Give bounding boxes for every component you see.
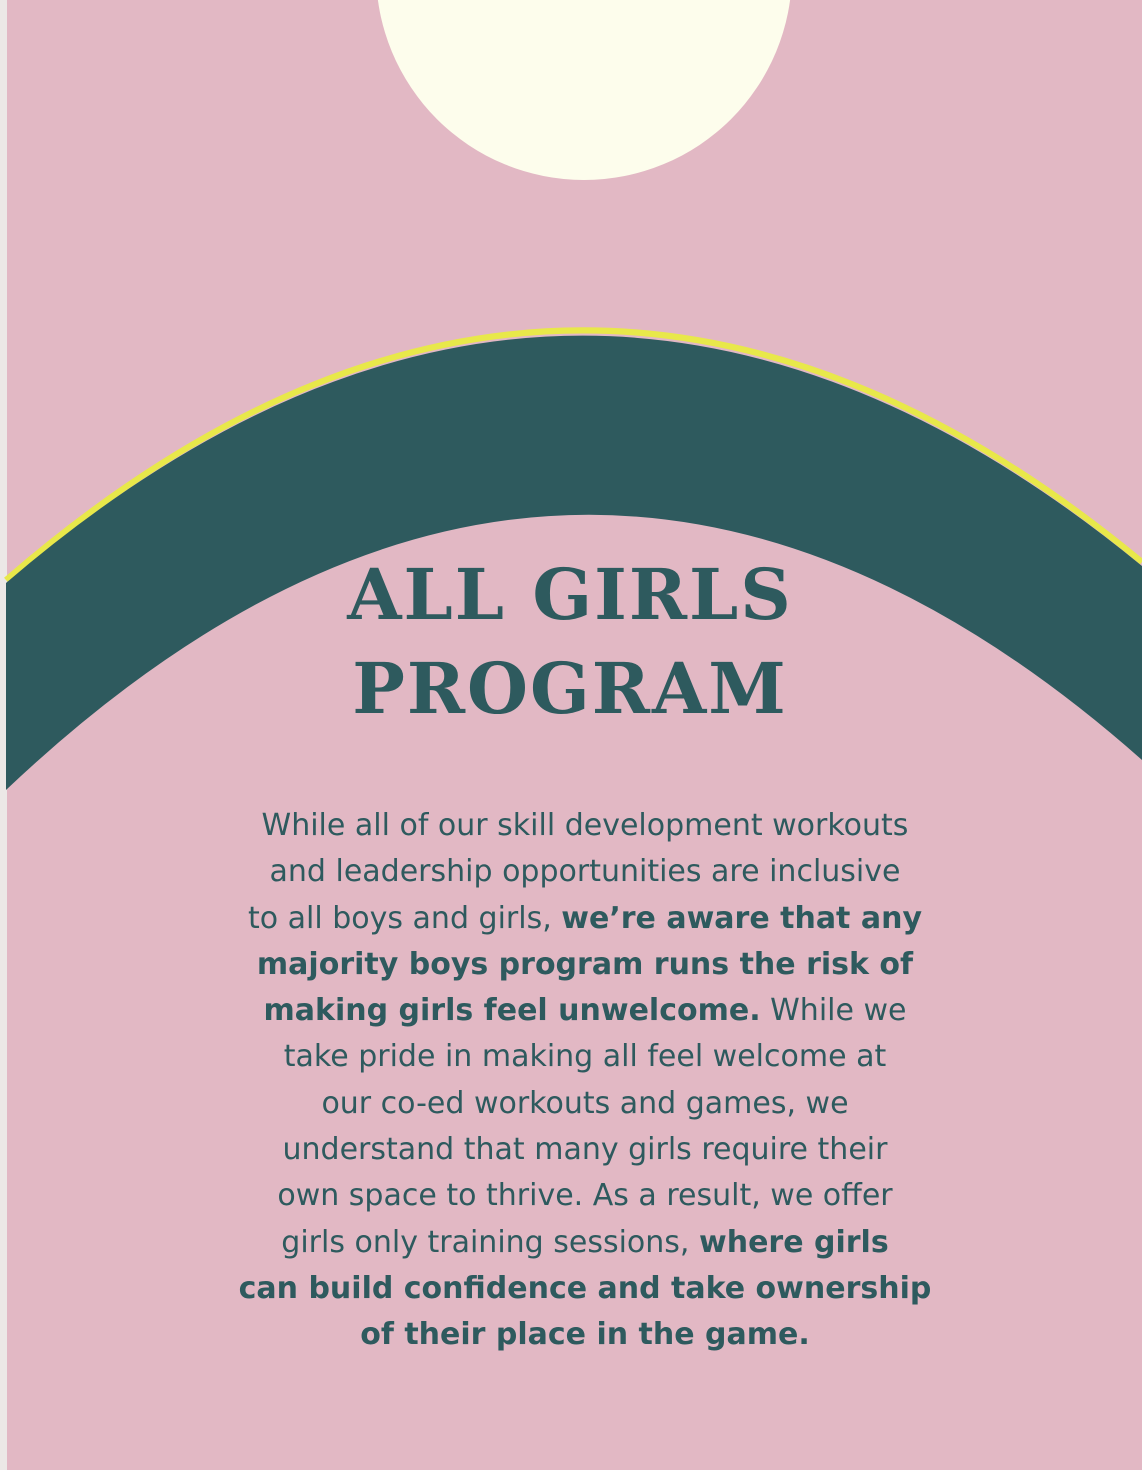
body-line-4	[205, 942, 965, 988]
body-line-11	[205, 1266, 965, 1312]
body-line-5	[205, 988, 965, 1034]
body-text-emphasis: majority boys program runs the risk of	[256, 946, 914, 982]
title-line-2: PROGRAM	[352, 647, 788, 730]
body-line-9: own space to thrive. As a result, we offer	[277, 1178, 893, 1214]
body-text-emphasis: making girls feel unwelcome.	[263, 993, 761, 1029]
body-paragraph	[205, 803, 965, 1359]
body-line-8: understand that many girls require their	[282, 1132, 888, 1168]
body-text-emphasis: where girls	[699, 1224, 889, 1260]
body-line-12	[205, 1312, 965, 1358]
body-line-7: our co-ed workouts and games, we	[321, 1085, 849, 1121]
page-title	[180, 548, 960, 736]
body-line-10	[205, 1220, 965, 1266]
title-line-1: ALL GIRLS	[347, 553, 793, 636]
body-text-emphasis: can build confidence and take ownership	[238, 1270, 932, 1306]
body-line-2: and leadership opportunities are inclusive	[269, 854, 901, 890]
body-line-1: While all of our skill development workouts	[261, 808, 909, 843]
body-text-regular: to all boys and girls,	[247, 900, 562, 936]
body-text-regular: While we	[760, 993, 907, 1029]
body-text-emphasis: of their place in the game.	[360, 1317, 810, 1353]
body-line-6: take pride in making all feel welcome at	[283, 1039, 887, 1075]
body-text-emphasis: we’re aware that any	[561, 900, 922, 936]
body-line-3	[205, 896, 965, 942]
body-text-regular: girls only training sessions,	[281, 1224, 699, 1260]
